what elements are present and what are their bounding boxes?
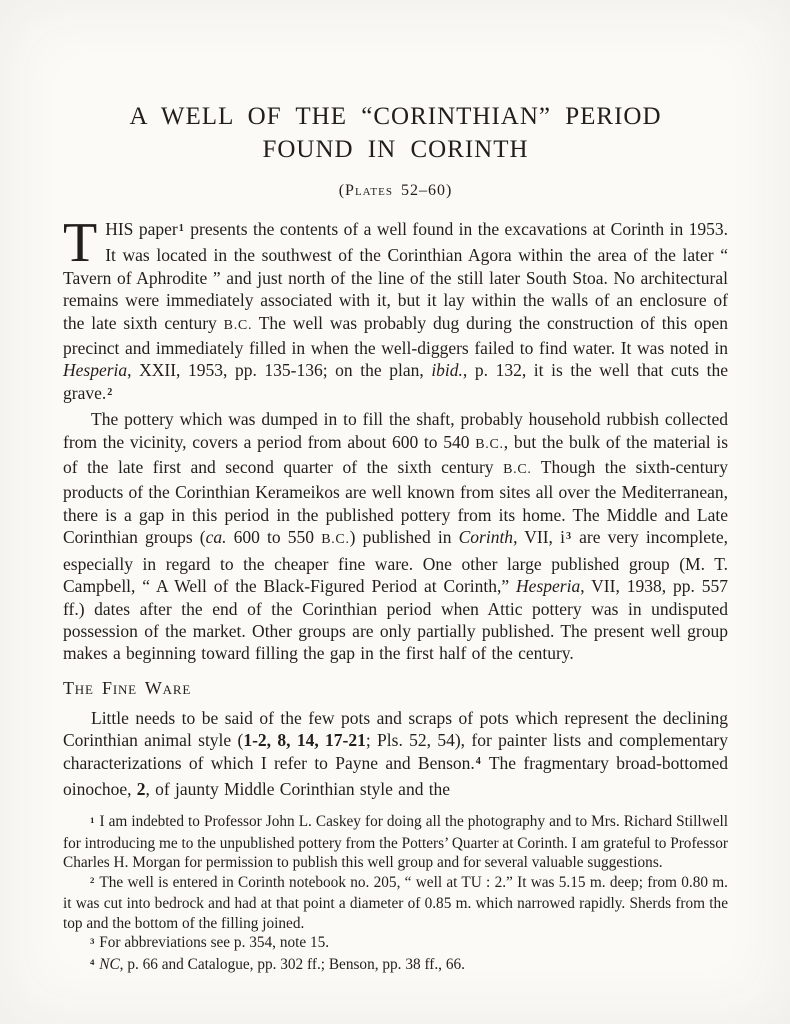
footnotes-block — [63, 812, 728, 976]
footnote-1 — [63, 812, 728, 873]
paper-title-line-1: A WELL OF THE “CORINTHIAN” PERIOD — [129, 103, 662, 130]
footnote-4 — [63, 955, 728, 977]
footnote-1-text: $^1$ I am indebted to Professor John L. Caskey for doing all the photography and to Mrs. Richard Stillwell for introducing me to the unpublished pottery from the Potters’ Quarter at Corinth. I am grateful to Professor Charles H. Morgan for permission to publish this well group and for several valuable suggestions. — [63, 813, 728, 872]
footnote-3 — [63, 933, 728, 955]
footnote-2-text: $^2$ The well is entered in Corinth notebook no. 205, “ well at TU : 2.” It was 5.15 m. deep; from 0.80 m. it was cut into bedrock and had at that point a diameter of 0.85 m. which narrowed rapidly. Sherds from the top and the bottom of the filling joined. — [63, 873, 728, 932]
section-heading-the-fine-ware: The Fine Ware — [63, 677, 192, 698]
footnote-4-text: $^4$ NC, p. 66 and Catalogue, pp. 302 ff.; Benson, pp. 38 ff., 66. — [90, 955, 465, 973]
footnote-2 — [63, 873, 728, 934]
dropcap-t: T — [63, 212, 98, 274]
paper-title — [63, 100, 728, 166]
paper-title-line-2: FOUND IN CORINTH — [262, 136, 529, 163]
fine-ware-paragraph-text: Little needs to be said of the few pots and scraps of pots which represent the declining Corinthian animal style (1-2, 8, 14, 17-21; Pls. 52, 54), for painter lists and complementary characterizations of which I refer to Payne and Benson.$^4$ The fragmentary broad-bottomed oinochoe, 2, of jaunty Middle Corinthian style and the — [63, 707, 729, 799]
fine-ware-paragraph — [63, 707, 728, 801]
pottery-paragraph-text: The pottery which was dumped in to fill the shaft, probably household rubbish collected from the vicinity, covers a period from about 600 to 540 B.C., but the bulk of the material is of the late first and second quarter of the sixth century B.C. Though the sixth-century products of the Corinthian Kerameikos are well known from sites all over the Mediterranean, there is a gap in this period in the published pottery from its home. The Middle and Late Corinthian groups (ca. 600 to 550 B.C.) published in Corinth, VII, $i^3$ are very incomplete, especially in regard to the cheaper fine ware. One other large published group (M. T. Campbell, “ A Well of the Black-Figured Period at Corinth,” Hesperia, VII, 1938, pp. 557 ff.) dates after the end of the Corinthian period when Attic pottery was in undisputed possession of the market. Other groups are only partially published. The present well group makes a beginning toward filling the gap in the first half of the century. — [63, 409, 729, 664]
plates-reference: (Plates 52–60) — [338, 182, 453, 199]
intro-paragraph-text: HIS paper$^1$ presents the contents of a well found in the excavations at Corinth in 1953. It was located in the southwest of the Corinthian Agora within the area of the later “ Tavern of Aphrodite ” and just north of the line of the still later South Stoa. No architectural remains were immediately associated with it, but it lay within the walls of an enclosure of the late sixth century B.C. The well was probably dug during the construction of this open precinct and immediately filled in when the well-diggers failed to find water. It was noted in Hesperia, XXII, 1953, pp. 135-136; on the plan, ibid., p. 132, it is the well that cuts the grave.$^2$ — [63, 219, 729, 403]
pottery-paragraph — [63, 408, 728, 664]
intro-paragraph — [63, 212, 729, 408]
footnote-3-text: $^3$ For abbreviations see p. 354, note 15. — [90, 934, 330, 952]
